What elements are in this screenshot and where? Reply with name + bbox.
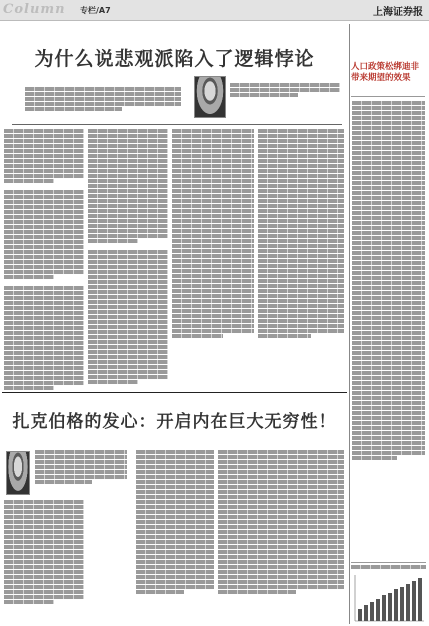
lead-divider	[12, 124, 342, 125]
masthead	[0, 0, 429, 21]
top-article-byline	[230, 82, 340, 98]
section-label: 专栏/A7	[80, 6, 111, 15]
bottom-article-column-1	[4, 499, 84, 605]
bottom-article-column-2	[136, 449, 214, 595]
bottom-article-headline: 扎克伯格的发心：开启内在巨大无穷性！	[12, 412, 337, 432]
top-article-column-1	[4, 128, 84, 391]
columnist-photo	[6, 451, 30, 495]
sidebar-headline: 人口政策松绑迪非带来期望的效果	[351, 62, 420, 83]
sidebar-divider	[351, 96, 425, 97]
bottom-article-lead	[32, 446, 130, 496]
sidebar-body	[352, 100, 425, 461]
sidebar-column	[349, 24, 427, 624]
column-logo: Column	[3, 2, 66, 17]
chart-bars	[351, 571, 426, 625]
top-article-column-2	[88, 128, 168, 385]
top-article-headline: 为什么说悲观派陷入了逻辑悖论	[34, 48, 315, 70]
top-article	[2, 24, 347, 392]
paper-name: 上海证券报	[373, 7, 423, 18]
top-article-column-4	[258, 128, 344, 339]
top-article-column-3	[172, 128, 254, 339]
author-photo	[194, 76, 226, 118]
sidebar-separator	[349, 24, 350, 624]
sidebar-chart	[351, 562, 426, 624]
bottom-article	[2, 392, 347, 624]
chart-title	[351, 564, 426, 570]
top-article-lead	[22, 82, 184, 119]
bottom-article-column-3	[218, 449, 344, 595]
